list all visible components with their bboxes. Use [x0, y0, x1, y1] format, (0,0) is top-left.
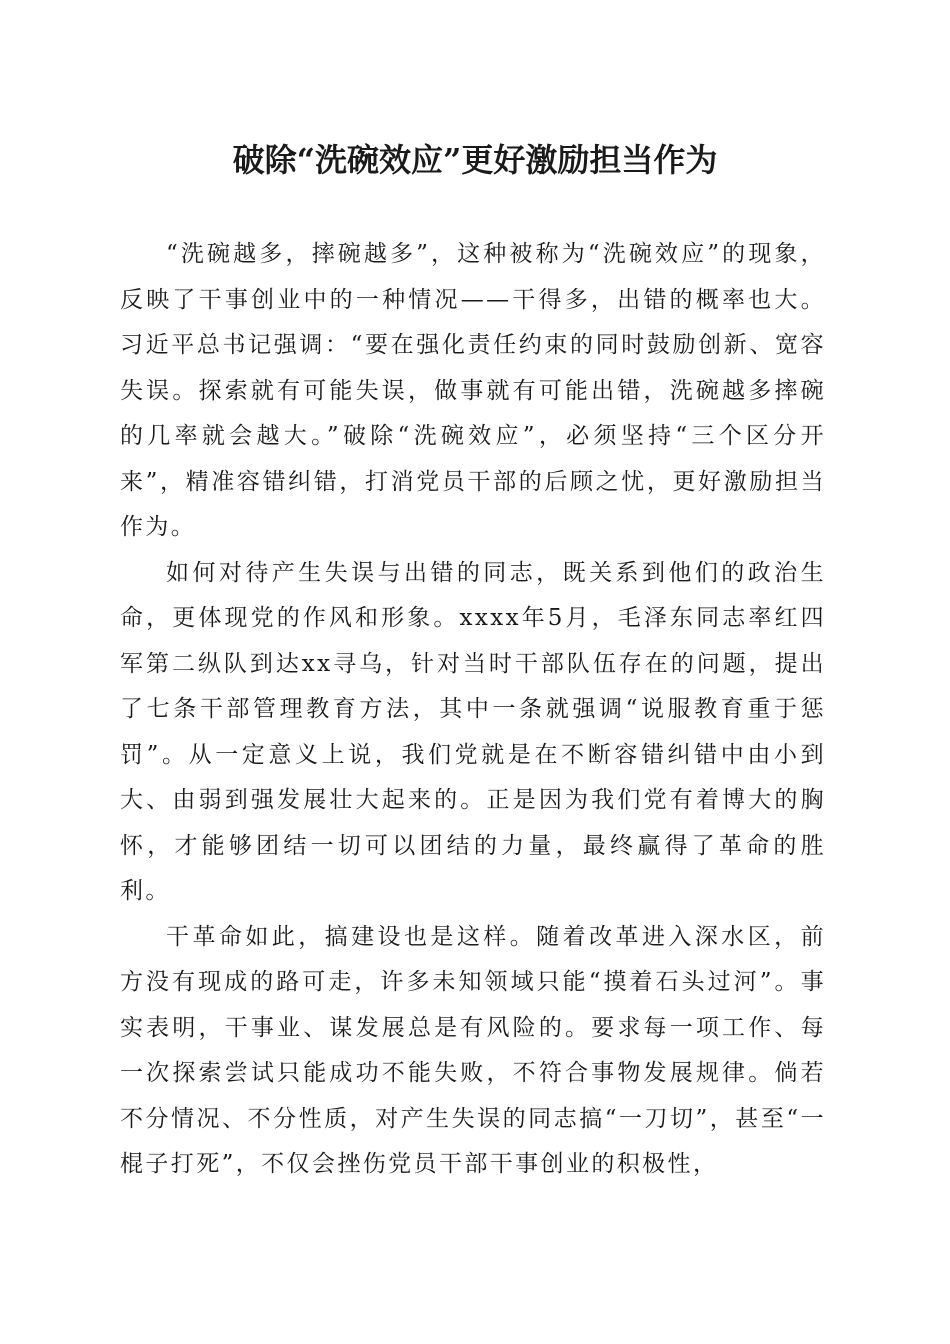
- document-body: [120, 232, 826, 1188]
- paragraph-2: 如何对待产生失误与出错的同志，既关系到他们的政治生命，更体现党的作风和形象。xxxx年5月，毛泽东同志率红四军第二纵队到达xx寻乌，针对当时干部队伍存在的问题，提出了七条干部管理教育方法，其中一条就强调“说服教育重于惩罚”。从一定意义上说，我们党就是在不断容错纠错中由小到大、由弱到强发展壮大起来的。正是因为我们党有着博大的胸怀，才能够团结一切可以团结的力量，最终赢得了革命的胜利。: [120, 559, 826, 904]
- paragraph-1: “洗碗越多，摔碗越多”，这种被称为“洗碗效应”的现象，反映了干事创业中的一种情况——干得多，出错的概率也大。习近平总书记强调：“要在强化责任约束的同时鼓励创新、宽容失误。探索就有可能失误，做事就有可能出错，洗碗越多摔碗的几率就会越大。”破除“洗碗效应”，必须坚持“三个区分开来”，精准容错纠错，打消党员干部的后顾之忧，更好激励担当作为。: [120, 241, 826, 540]
- paragraph-3: 干革命如此，搞建设也是这样。随着改革进入深水区，前方没有现成的路可走，许多未知领域只能“摸着石头过河”。事实表明，干事业、谋发展总是有风险的。要求每一项工作、每一次探索尝试只能成功不能失败，不符合事物发展规律。倘若不分情况、不分性质，对产生失误的同志搞“一刀切”，甚至“一棍子打死”，不仅会挫伤党员干部干事创业的积极性，: [120, 923, 826, 1177]
- document-title: 破除“洗碗效应”更好激励担当作为: [232, 141, 718, 179]
